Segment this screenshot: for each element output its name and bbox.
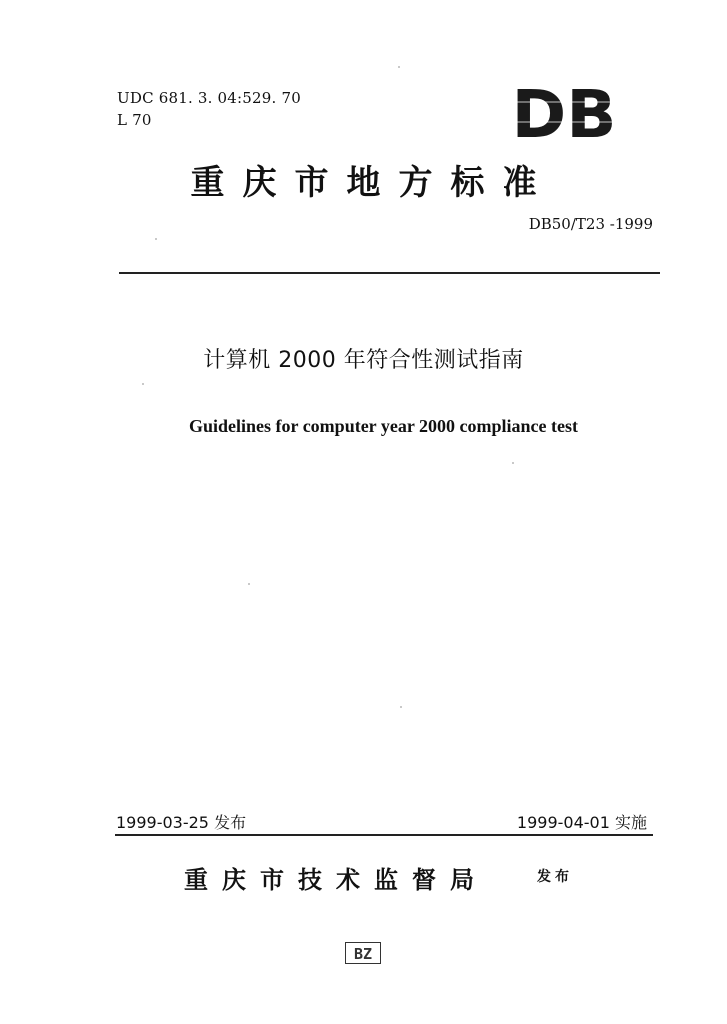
classification-code: L 70 (117, 111, 152, 129)
document-title-chinese: 计算机 2000 年符合性测试指南 (203, 348, 524, 373)
implementation-date: 1999-04-01 实施 (516, 813, 647, 832)
document-title-english: Guidelines for computer year 2000 compliance test (189, 416, 578, 436)
scan-speck (142, 383, 144, 385)
scan-speck (512, 462, 514, 464)
publisher-name: 重庆市技术监督局 (184, 865, 488, 894)
standard-title: 重庆市地方标准 (190, 163, 555, 203)
bz-mark (345, 942, 381, 964)
issue-date: 1999-03-25 发布 (116, 813, 247, 832)
udc-code: UDC 681. 3. 04:529. 70 (117, 89, 301, 107)
scan-speck (155, 238, 157, 240)
scan-speck (400, 706, 402, 708)
scan-speck (248, 583, 250, 585)
header-divider (119, 272, 660, 274)
scan-speck (398, 66, 400, 68)
footer-divider (115, 834, 653, 836)
db-logo-text: DB (511, 82, 617, 142)
bz-mark-text: BZ (353, 945, 373, 963)
publisher-suffix: 发布 (537, 869, 573, 885)
standard-number: DB50/T23 -1999 (528, 215, 653, 233)
db-logo (505, 82, 623, 142)
classification-block (117, 87, 301, 131)
